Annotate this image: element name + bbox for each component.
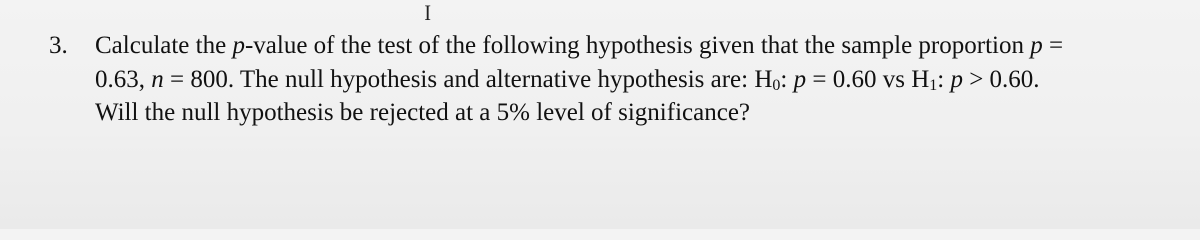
h1-subscript: 1	[929, 77, 938, 94]
n-value-text: = 800. The null hypothesis and alternative hypothesis are: H	[163, 66, 773, 93]
h0-p-symbol: p	[793, 66, 807, 93]
problem-line-3: Will the null hypothesis be rejected at a 5% level of significance?	[95, 99, 751, 126]
h1-p-symbol: p	[950, 66, 963, 93]
h0-colon: :	[780, 66, 794, 93]
h0-subscript: 0	[772, 77, 781, 94]
p-symbol: p	[232, 32, 245, 59]
sample-proportion-value: 0.63,	[95, 66, 152, 93]
h1-value: > 0.60.	[962, 66, 1040, 93]
text-cursor-icon: I	[424, 0, 431, 25]
n-symbol: n	[151, 66, 164, 93]
problem-line-1	[95, 30, 1063, 62]
h1-colon: :	[937, 66, 951, 93]
p-hat-symbol: p	[1030, 32, 1043, 59]
line1-suffix: -value of the test of the following hypothesis given that the sample proportion	[244, 32, 1031, 59]
line1-equals: =	[1042, 32, 1064, 59]
h0-value: = 0.60 vs H	[806, 66, 930, 93]
problem-number: 3.	[49, 32, 68, 59]
line1-prefix: Calculate the	[95, 32, 233, 59]
